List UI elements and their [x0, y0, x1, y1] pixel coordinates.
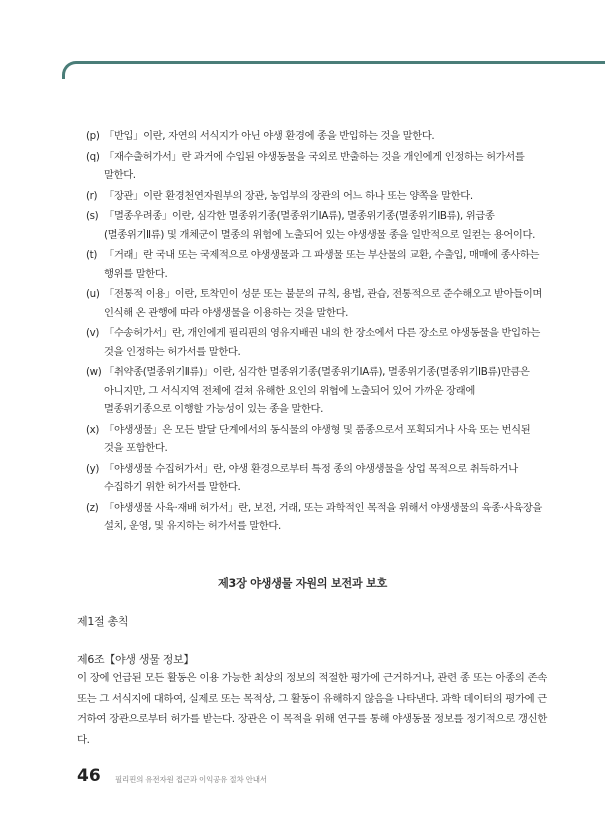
definition-text: 「장관」이란 환경천연자원부의 장관, 농업부의 장관의 어느 하나 또는 양쪽을 말한다. — [104, 189, 473, 202]
definition-text: 「야생생물 수집허가서」란, 야생 환경으로부터 특정 종의 야생생물을 상업 목적으로 취득하거나 수집하기 위한 허가서를 말한다. — [104, 462, 518, 493]
definition-text: 「거래」란 국내 또는 국제적으로 야생생물과 그 파생물 또는 부산물의 교환, 수출입, 매매에 종사하는 행위를 말한다. — [104, 249, 540, 280]
section-title: 제1절 총칙 — [77, 615, 129, 628]
definition-item — [86, 285, 544, 322]
definition-text: 「멸종우려종」이란, 심각한 멸종위기종(멸종위기ⅠA류), 멸종위기종(멸종위기ⅠB류), 위급종(멸종위기Ⅱ류) 및 개체군이 멸종의 위험에 노출되어 있는 야생생물 종을 일반적으로 일컫는 용어이다. — [104, 210, 535, 241]
definition-marker: (w) — [86, 366, 102, 379]
definition-item — [86, 187, 544, 205]
definition-text: 「전통적 이용」이란, 토착민이 성문 또는 불문의 규칙, 용법, 관습, 전통적으로 준수해오고 받아들이며 인식해 온 관행에 따라 야생생물을 이용하는 것을 말한다. — [104, 288, 543, 319]
definition-marker: (u) — [86, 288, 100, 301]
definition-text: 「수송허가서」란, 개인에게 필리핀의 영유지배권 내의 한 장소에서 다른 장소로 야생동물을 반입하는 것을 인정하는 허가서를 말한다. — [104, 327, 540, 358]
definition-marker: (r) — [86, 189, 98, 202]
definition-text: 「야생생물 사육·재배 허가서」란, 보전, 거래, 또는 과학적인 목적을 위해서 야생생물의 육종·사육장을 설치, 운영, 및 유지하는 허가서를 말한다. — [104, 501, 543, 532]
corner-decoration — [62, 61, 605, 79]
chapter-title: 제3장 야생생물 자원의 보전과 보호 — [218, 577, 387, 590]
definition-marker: (p) — [86, 130, 100, 142]
definition-item — [86, 421, 544, 458]
definitions-list — [86, 127, 544, 538]
article-title: 제6조【야생 생물 정보】 — [77, 653, 195, 666]
definition-item — [86, 148, 544, 185]
definition-marker: (s) — [86, 210, 99, 223]
definition-text: 「반입」이란, 자연의 서식지가 아닌 야생 환경에 종을 반입하는 것을 말한다. — [104, 130, 435, 142]
definition-item — [86, 246, 544, 283]
definition-text: 「취약종(멸종위기Ⅱ류)」이란, 심각한 멸종위기종(멸종위기ⅠA류), 멸종위기종(멸종위기ⅠB류)만큼은 아니지만, 그 서식지역 전체에 걸쳐 유해한 요인의 위협에 노출되어 있어 가까운 장래에 멸종위기종으로 이행할 가능성이 있는 종을 말한다. — [104, 366, 530, 415]
definition-item — [86, 324, 544, 361]
article-body: 이 장에 언급된 모든 활동은 이용 가능한 최상의 정보의 적절한 평가에 근거하거나, 관련 종 또는 아종의 존속 또는 그 서식지에 대하여, 실제로 또는 목적상, 그 활동이 유해하지 않음을 나타낸다. 과학 데이터의 평가에 근거하여 장관으로부터 허가를 받는다. 장관은 이 목적을 위해 연구를 통해 야생동물 정보를 정기적으로 갱신한다. — [77, 672, 547, 746]
definition-item — [86, 460, 544, 497]
definition-marker: (x) — [86, 423, 100, 436]
definition-item — [86, 127, 544, 145]
definition-marker: (v) — [86, 327, 100, 340]
footer-title: 필리핀의 유전자원 접근과 이익공유 절차 안내서 — [115, 775, 267, 784]
definition-text: 「야생생물」은 모든 발달 단계에서의 동식물의 야생형 및 품종으로서 포획되거나 사육 또는 번식된 것을 포함한다. — [104, 423, 531, 454]
page-number: 46 — [77, 766, 101, 786]
definition-text: 「재수출허가서」란 과거에 수입된 야생동물을 국외로 반출하는 것을 개인에게 인정하는 허가서를 말한다. — [104, 150, 525, 181]
definition-marker: (y) — [86, 462, 100, 475]
definition-marker: (q) — [86, 150, 100, 163]
definition-item — [86, 499, 544, 536]
definition-marker: (z) — [86, 501, 99, 514]
definition-item — [86, 207, 544, 244]
definition-item — [86, 363, 544, 418]
definition-marker: (t) — [86, 249, 98, 262]
